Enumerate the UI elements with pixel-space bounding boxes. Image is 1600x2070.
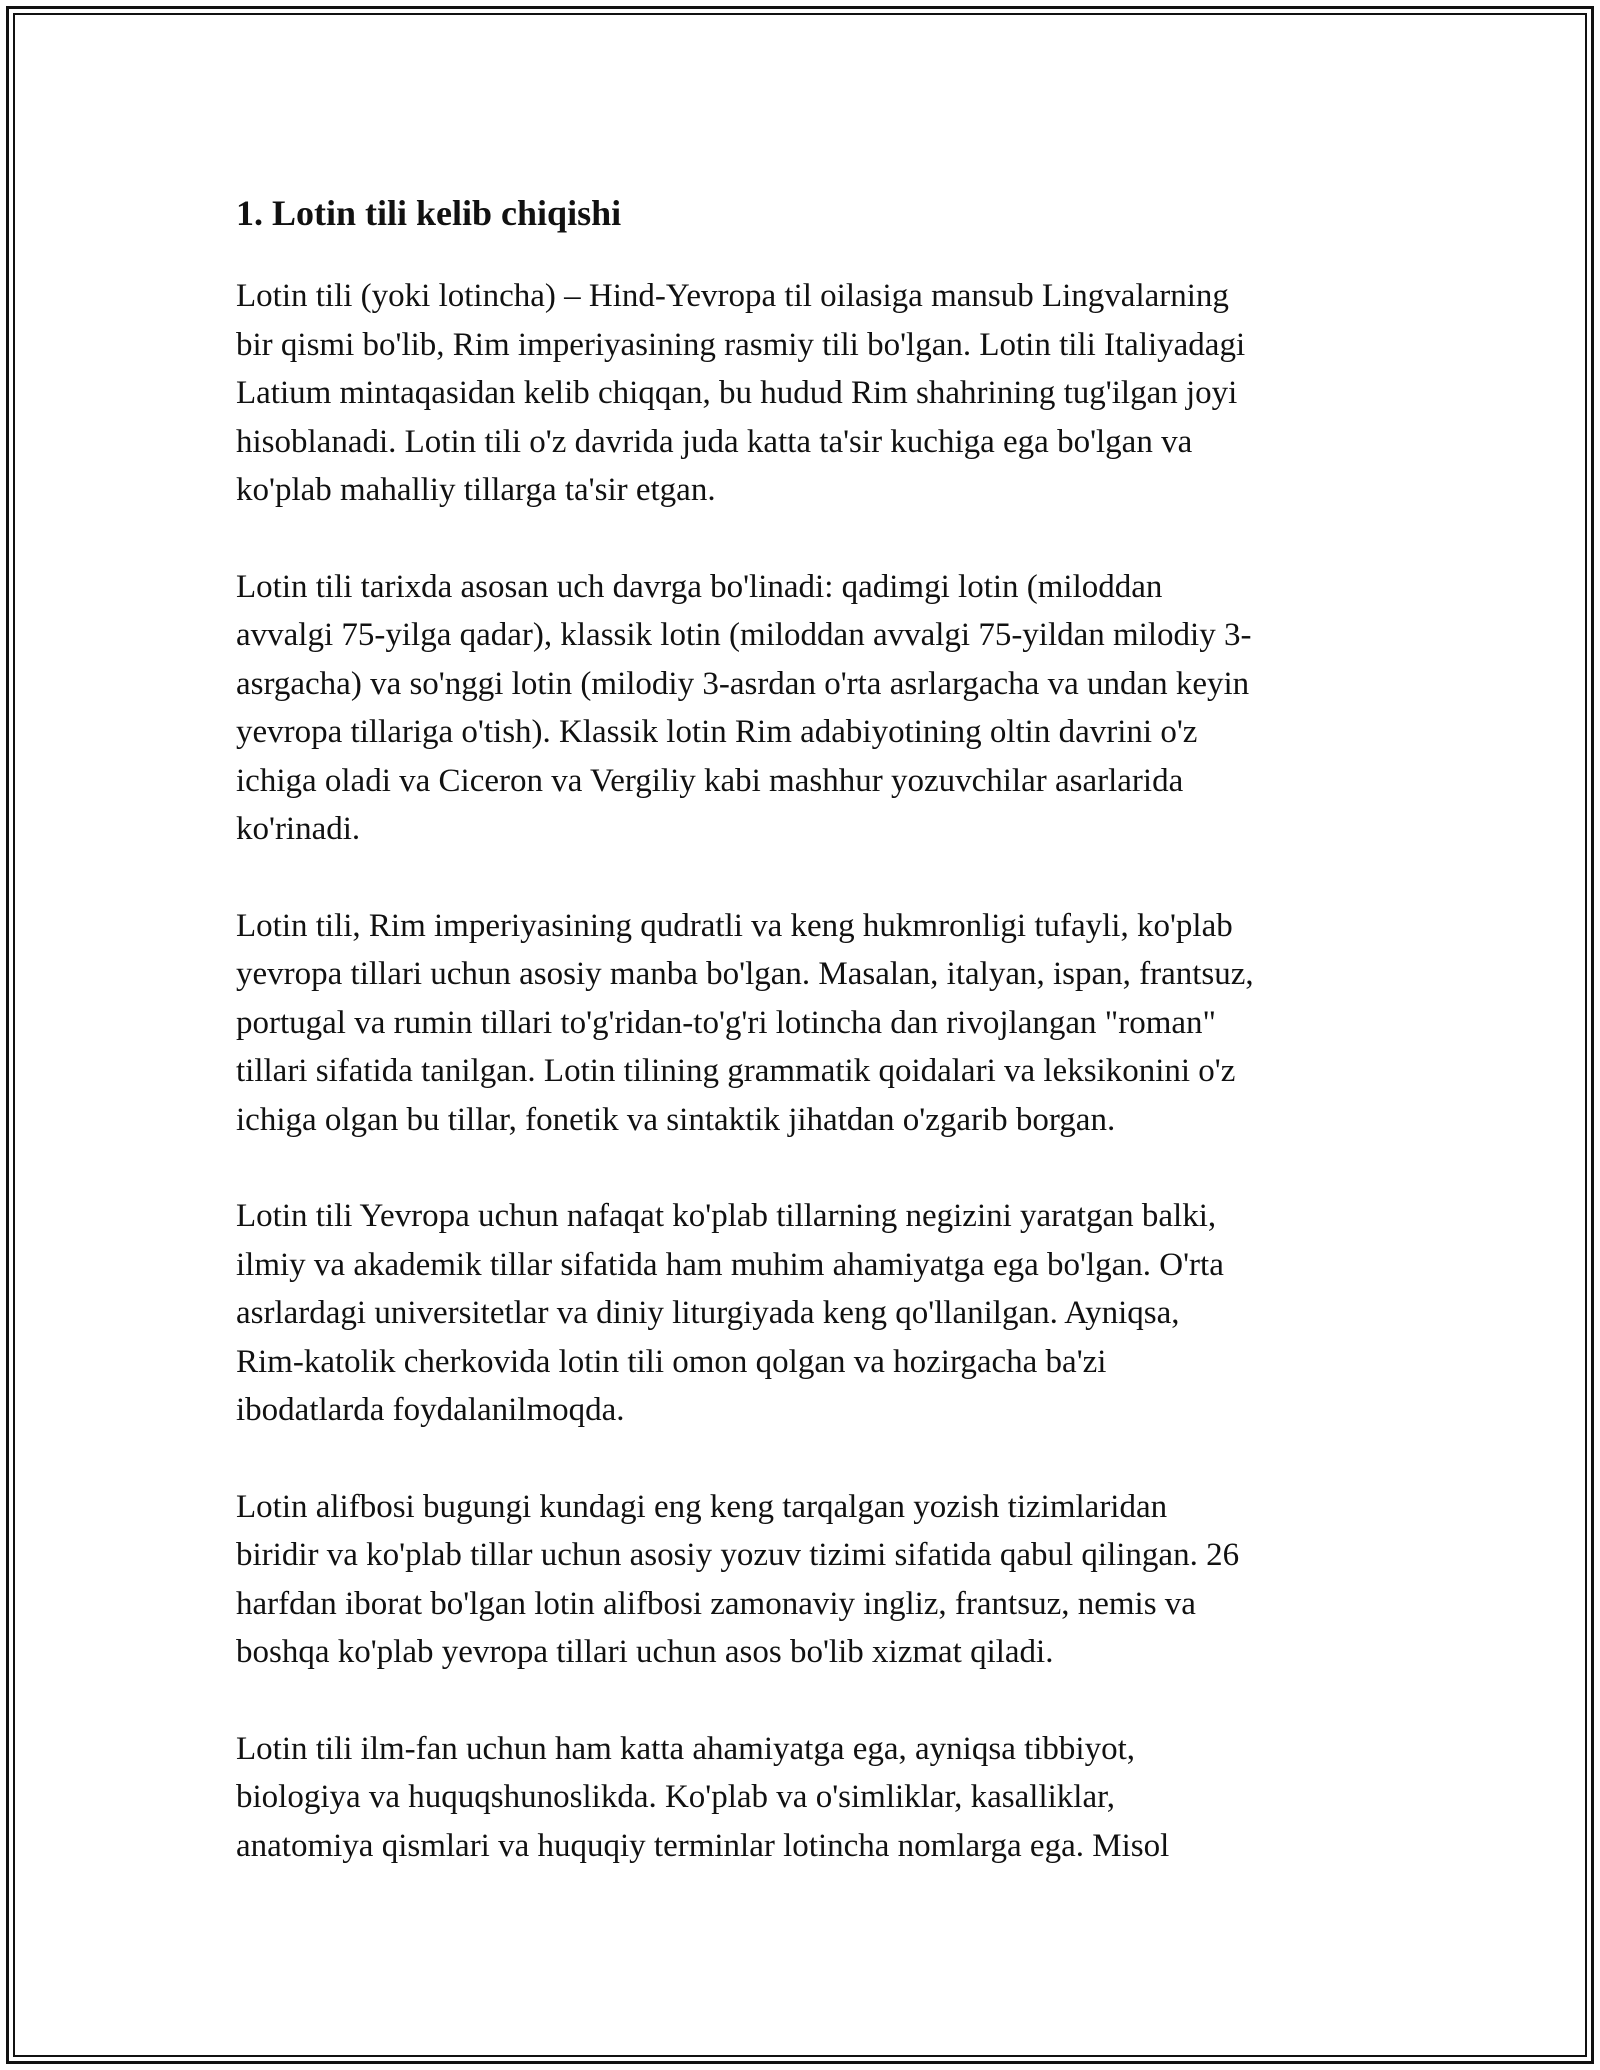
section-heading: 1. Lotin tili kelib chiqishi [236,193,622,233]
text-line: yevropa tillariga o'tish). Klassik lotin Rim adabiyotining oltin davrini o'z [236,714,1198,750]
text-line: Lotin tili tarixda asosan uch davrga bo'linadi: qadimgi lotin (miloddan [236,568,1163,605]
text-line: asrlardagi universitetlar va diniy liturgiyada keng qo'llanilgan. Ayniqsa, [236,1295,1180,1331]
text-line: ichiga olgan bu tillar, fonetik va sintaktik jihatdan o'zgarib borgan. [236,1101,1116,1138]
text-line: ko'plab mahalliy tillarga ta'sir etgan. [236,472,716,508]
text-line: Lotin tili ilm-fan uchun ham katta ahamiyatga ega, ayniqsa tibbiyot, [236,1730,1136,1767]
text-line: tillari sifatida tanilgan. Lotin tilining grammatik qoidalari va leksikonini o'z [236,1053,1236,1089]
text-line: harfdan iborat bo'lgan lotin alifbosi zamonaviy ingliz, frantsuz, nemis va [236,1585,1196,1622]
paragraph-romance-languages [236,902,1376,1145]
paragraph-origin [236,272,1376,515]
text-line: Lotin tili (yoki lotincha) – Hind-Yevropa til oilasiga mansub Lingvalarning [236,278,1229,314]
text-line: Lotin alifbosi bugungi kundagi eng keng tarqalgan yozish tizimlaridan [236,1488,1168,1525]
text-line: biridir va ko'plab tillar uchun asosiy yozuv tizimi sifatida qabul qilingan. 26 [236,1537,1240,1573]
text-line: biologiya va huquqshunoslikda. Ko'plab va o'simliklar, kasalliklar, [236,1779,1116,1815]
text-line: Rim-katolik cherkovida lotin tili omon qolgan va hozirgacha ba'zi [236,1343,1107,1380]
text-line: avvalgi 75-yilga qadar), klassik lotin (miloddan avvalgi 75-yildan milodiy 3- [236,617,1252,653]
paragraph-periods [236,563,1376,854]
paragraph-alphabet [236,1483,1376,1677]
text-line: hisoblanadi. Lotin tili o'z davrida juda katta ta'sir kuchiga ega bo'lgan va [236,423,1193,460]
text-line: boshqa ko'plab yevropa tillari uchun asos bo'lib xizmat qiladi. [236,1634,1054,1670]
text-line: asrgacha) va so'nggi lotin (milodiy 3-asrdan o'rta asrlargacha va undan keyin [236,665,1250,702]
text-line: bir qismi bo'lib, Rim imperiyasining rasmiy tili bo'lgan. Lotin tili Italiyadagi [236,326,1246,363]
text-line: Latium mintaqasidan kelib chiqqan, bu hudud Rim shahrining tug'ilgan joyi [236,375,1238,411]
text-line: anatomiya qismlari va huquqiy terminlar lotincha nomlarga ega. Misol [236,1827,1170,1864]
paragraph-academic-use [236,1192,1376,1435]
text-line: ibodatlarda foydalanilmoqda. [236,1392,625,1428]
paragraph-science [236,1725,1376,1871]
text-line: ilmiy va akademik tillar sifatida ham muhim ahamiyatga ega bo'lgan. O'rta [236,1246,1224,1283]
text-line: Lotin tili Yevropa uchun nafaqat ko'plab tillarning negizini yaratgan balki, [236,1198,1217,1234]
text-line: yevropa tillari uchun asosiy manba bo'lgan. Masalan, italyan, ispan, frantsuz, [236,956,1254,992]
text-line: ichiga oladi va Ciceron va Vergiliy kabi mashhur yozuvchilar asarlarida [236,762,1184,799]
document-body [236,186,1376,1918]
text-line: Lotin tili, Rim imperiyasining qudratli va keng hukmronligi tufayli, ko'plab [236,907,1233,944]
text-line: portugal va rumin tillari to'g'ridan-to'g'ri lotincha dan rivojlangan "roman" [236,1004,1216,1041]
text-line: ko'rinadi. [236,811,361,847]
